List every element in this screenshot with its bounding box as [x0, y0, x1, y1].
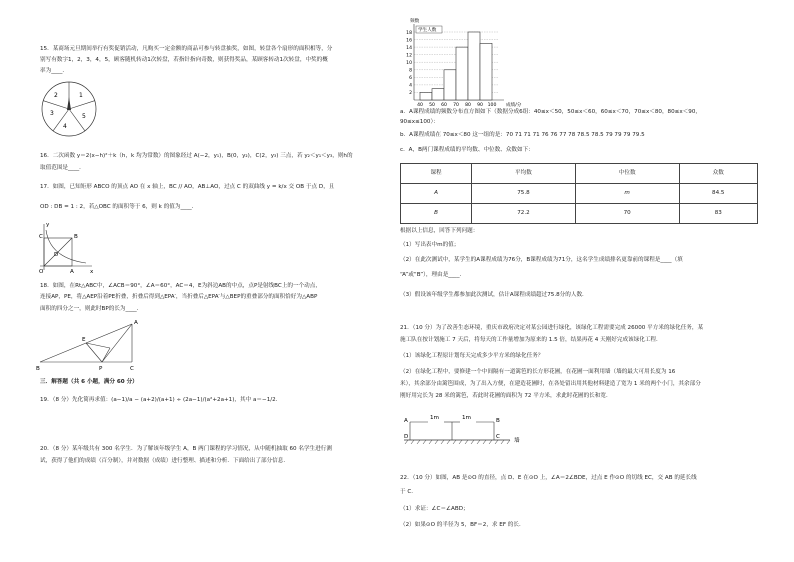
q21-label-c: C: [496, 434, 500, 440]
y-tick-label: 6: [409, 76, 412, 82]
q22-sub1: （1）求证：∠C＝∠ABD；: [400, 506, 469, 512]
y-tick-label: 10: [406, 61, 412, 67]
q21-figure: [400, 410, 530, 450]
q21-label-a: A: [404, 418, 408, 424]
x-tick-label: 60: [441, 103, 447, 108]
y-tick-label: 16: [406, 38, 412, 44]
y-axis-label: 频数: [410, 19, 420, 24]
y-tick-label: 18: [406, 30, 412, 36]
histogram-bar: [420, 92, 432, 100]
table-cell: 72.2: [472, 204, 576, 224]
spinner-figure: [40, 80, 98, 138]
q17-line1: 17．如图，已知矩形 ABCO 的顶点 AO 在 x 轴上，BC // AO，AB⊥AO，过点 C 的双曲线 y = k/x 交 OB 于点 D，且: [40, 184, 335, 190]
y-tick-label: 14: [406, 45, 412, 51]
table-cell: 83: [679, 204, 758, 224]
q17-label-o: O: [39, 269, 44, 275]
q21-label-door1: 1m: [430, 415, 440, 421]
y-tick-label: 2: [409, 91, 412, 97]
q17-label-y: y: [46, 222, 50, 228]
table-cell: 70: [575, 204, 679, 224]
q16-line1: 16．二次函数 y＝2(x−h)²＋k（h，k 均为常数）的图象经过 A(−2，y₁)，B(0，y₂)，C(2，y₃) 三点，若 y₂＜y₁＜y₃，则h的: [40, 153, 353, 159]
q18-line2: 连接AP，PE，将△AEP沿着PE折叠，折叠后得到△EPA′，当折叠后△EPA′与△BEP的重叠部分的面积恰好为△ABP: [40, 294, 318, 300]
spinner-number-2: 2: [54, 92, 58, 99]
q22-line1: 22．（10 分）如图，AB 是⊙O 的直径，点 D、E 在⊙O 上，∠A＝2∠BDE，过点 E 作⊙O 的切线 EC，交 AB 的延长线: [400, 475, 697, 481]
q18-line1: 18．如图，在Rt△ABC中，∠ACB＝90°，∠A＝60°，AC＝4，E为斜边AB的中点，点P是射线BC上的一个动点，: [40, 283, 321, 289]
q18-label-e: E: [82, 337, 86, 343]
spinner-number-4: 4: [63, 123, 67, 130]
q19-text: 19．（8 分）先化简再求值：(a−1)/a − (a+2)/(a+1) ÷ (2a−1)/(a²+2a+1)，其中 a＝−1/2．: [40, 397, 282, 403]
histogram-bar: [444, 70, 456, 100]
q21-label-door2: 1m: [462, 415, 472, 421]
info-b: b．A课程成绩在 70≤x＜80 这一组的是：70 71 71 71 76 76 77 78 78.5 78.5 79 79 79 79.5: [400, 132, 645, 138]
q17-line2: OD : DB = 1 : 2，若△OBC 的面积等于 6，则 k 的值为____．: [40, 204, 198, 210]
based-text: 根据以上信息，回答下列问题：: [400, 228, 479, 234]
sub1-text: （1）写出表中m的值；: [400, 242, 460, 248]
x-axis-label: 成绩/分: [506, 103, 522, 108]
q20-line2: 试，获得了他们的成绩（百分制），并对数据（成绩）进行整理、描述和分析．下面给出了部分信息．: [40, 458, 289, 464]
q22-sub2: （2）如果⊙O 的半径为 5，BF＝2，求 EF 的长．: [400, 522, 525, 528]
q21-label-d: D: [404, 434, 409, 440]
histogram-bar: [432, 89, 444, 100]
q17-figure: [34, 220, 96, 276]
sub2a-text: （2）在此次测试中，某学生的A课程成绩为76分，B课程成绩为71分，这名学生成绩排名更靠前的课程是____（填: [400, 257, 683, 263]
table-cell: A: [401, 184, 472, 204]
table-header-row: [401, 164, 758, 184]
q20-line1: 20．（8 分）某年级共有 300 名学生．为了解该年级学生 A，B 两门课程的学习情况，从中随机抽取 60 名学生进行测: [40, 446, 332, 452]
q21-label-wall: 墙: [514, 438, 520, 444]
table-header: 平均数: [472, 164, 576, 184]
table-row: [401, 184, 758, 204]
table-cell: m: [575, 184, 679, 204]
table-row: [401, 204, 758, 224]
x-tick-label: 100: [487, 103, 497, 108]
q21-line2: 施工队在按计划施工 7 天后，将每天的工作量增加为原来的 1.5 倍，结果再花 4 天刚好完成该绿化工程．: [400, 337, 662, 343]
q15-line2: 别写有数字1，2，3，4，5，顾客随机转动1次转盘，若指针指向奇数，则获得奖品，某顾客转动1次转盘，中奖的概: [40, 57, 328, 63]
q18-figure: [36, 318, 146, 372]
histogram-chart: [400, 20, 520, 108]
q21-label-b: B: [496, 418, 500, 424]
stats-table: [400, 163, 758, 224]
x-tick-label: 70: [453, 103, 459, 108]
table-header: 中位数: [575, 164, 679, 184]
legend-label: 学生人数: [418, 28, 437, 34]
table-cell: 84.5: [679, 184, 758, 204]
histogram-bar: [468, 32, 480, 100]
y-tick-label: 8: [409, 68, 412, 74]
info-a2: 90≤x≤100）：: [400, 119, 439, 125]
q17-label-d: D: [54, 252, 59, 258]
q15-line3: 率为____．: [40, 68, 68, 74]
q17-label-a: A: [70, 269, 74, 275]
q18-label-b: B: [36, 366, 40, 372]
table-header: 众数: [679, 164, 758, 184]
q17-label-x: x: [90, 269, 94, 275]
table-cell: B: [401, 204, 472, 224]
info-a: a．A课程成绩的频数分布直方图如下（数据分成6组：40≤x＜50，50≤x＜60，60≤x＜70，70≤x＜80，80≤x＜90，: [400, 109, 701, 115]
table-cell: 75.8: [472, 184, 576, 204]
y-tick-label: 4: [409, 83, 412, 89]
histogram-bar: [456, 47, 468, 100]
q21-line1: 21．（10 分）为了改善生态环境，重庆市政府决定对某公园进行绿化，该绿化工程需要完成 26000 平方米的绿化任务，某: [400, 325, 704, 331]
sub3-text: （3）假设该年级学生都参加此次测试，估计A课程成绩超过75.8分的人数．: [400, 292, 588, 298]
x-tick-label: 80: [465, 103, 471, 108]
x-tick-label: 90: [477, 103, 483, 108]
q16-line2: 取值范围是____．: [40, 165, 85, 171]
q18-label-c: C: [130, 366, 134, 372]
q21-sub2b: 米），其余部分由篱笆围成，为了出入方便，在建造花圃时，在各处留出用其他材料建造了宽为 1 米的两个小门，其余部分: [400, 381, 701, 387]
histogram-bar: [480, 43, 492, 100]
y-tick-label: 12: [406, 53, 412, 59]
x-tick-label: 50: [429, 103, 435, 108]
spinner-number-1: 1: [79, 92, 83, 99]
x-tick-label: 40: [417, 103, 423, 108]
section-heading: 三．解答题（共 6 小题，满分 60 分）: [40, 379, 138, 385]
q17-label-c: C: [39, 234, 43, 240]
q15-line1: 15．某商场元旦期间举行有奖促销活动，凡购买一定金额的商品可参与转盘抽奖，如图，转盘各个扇形的面积相等，分: [40, 46, 333, 52]
spinner-number-3: 3: [50, 110, 54, 117]
q21-sub2c: 刚好用完长为 28 米的篱笆，若此时花圃的面积为 72 平方米，求此时花圃的长和宽．: [400, 393, 612, 399]
table-header: 课程: [401, 164, 472, 184]
q18-line3: 面积的四分之一，则此时BP的长为____．: [40, 306, 143, 312]
info-c: c．A，B两门课程成绩的平均数、中位数、众数如下：: [400, 147, 534, 153]
q18-label-p: P: [99, 366, 103, 372]
q21-sub1: （1）该绿化工程原计划每天完成多少平方米的绿化任务？: [400, 353, 544, 359]
q18-label-a: A: [134, 320, 138, 326]
spinner-number-5: 5: [82, 113, 86, 120]
q22-line2: 于 C．: [400, 489, 417, 495]
q21-sub2a: （2）在绿化工程中，要修建一个中间隔有一道篱笆的长方形花圃，在花圃一面利用墙（墙的最大可用长度为 16: [400, 369, 676, 375]
q17-label-b: B: [74, 234, 78, 240]
sub2b-text: “A”或“B”），理由是____．: [400, 272, 466, 278]
